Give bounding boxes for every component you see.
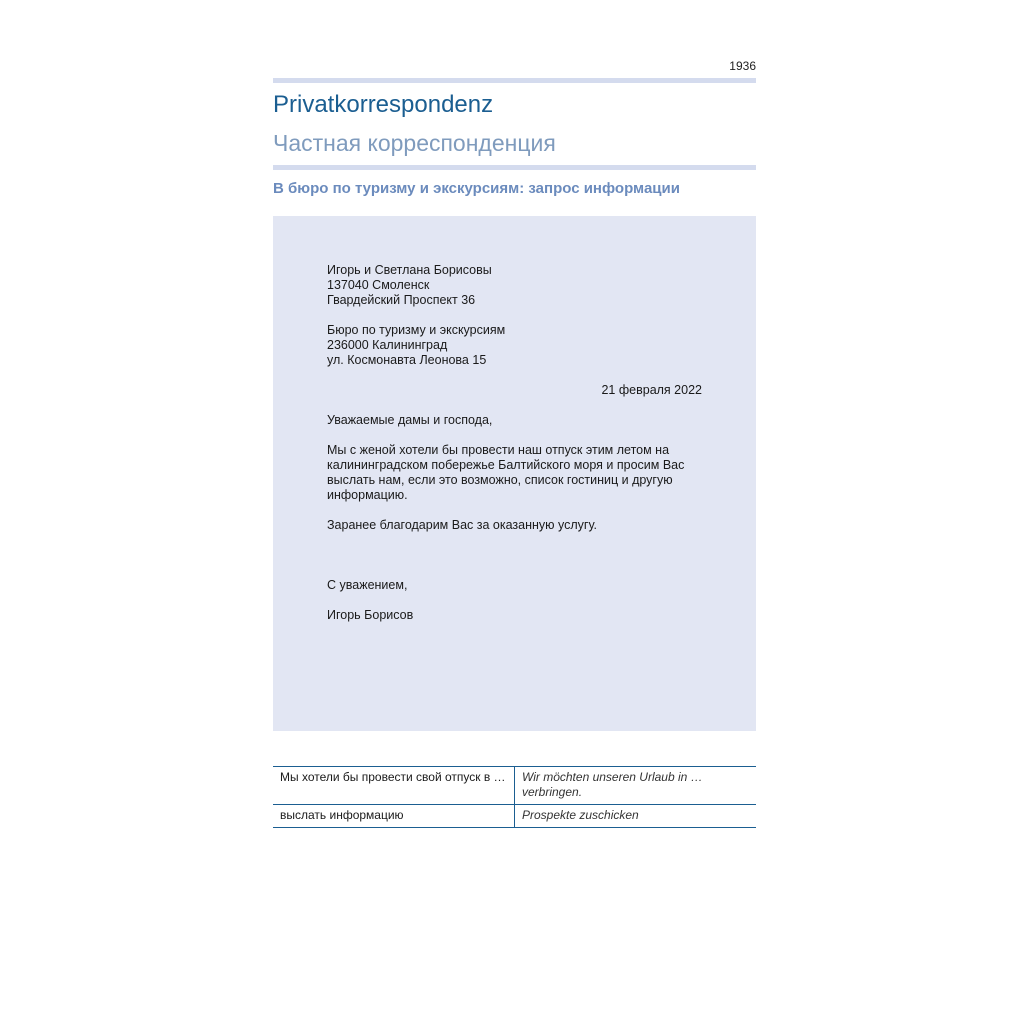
body-line: выслать нам, если это возможно, список гостиниц и другую	[327, 473, 673, 487]
letter-text	[327, 263, 702, 623]
header-rule-bottom	[273, 165, 756, 170]
signature: Игорь Борисов	[327, 608, 414, 622]
phrase-russian: выслать информацию	[273, 805, 515, 828]
sender-address	[327, 263, 702, 308]
body-line: Мы с женой хотели бы провести наш отпуск этим летом на	[327, 443, 670, 457]
sender-line: Гвардейский Проспект 36	[327, 293, 476, 307]
phrase-russian: Мы хотели бы провести свой отпуск в …	[273, 767, 515, 805]
dictionary-page	[273, 0, 756, 1024]
recipient-line: ул. Космонавта Леонова 15	[327, 353, 487, 367]
thanks-line: Заранее благодарим Вас за оказанную услугу.	[327, 518, 597, 532]
recipient-line: Бюро по туризму и экскурсиям	[327, 323, 506, 337]
title-german: Privatkorrespondenz	[273, 91, 494, 118]
closing-line: С уважением,	[327, 578, 408, 592]
body-line: информацию.	[327, 488, 408, 502]
table-row	[273, 767, 756, 805]
body-line: калининградском побережье Балтийского моря и просим Вас	[327, 458, 685, 472]
letter-panel	[273, 216, 756, 731]
salutation: Уважаемые дамы и господа,	[327, 413, 493, 427]
recipient-address	[327, 323, 702, 368]
sender-line: 137040 Смоленск	[327, 278, 430, 292]
phrase-german: Prospekte zuschicken	[515, 805, 757, 828]
sender-line: Игорь и Светлана Борисовы	[327, 263, 492, 277]
table-row	[273, 805, 756, 828]
title-russian: Частная корреспонденция	[273, 130, 556, 156]
header-rule-top	[273, 78, 756, 83]
phrase-german: Wir möchten unseren Urlaub in … verbringen.	[515, 767, 757, 805]
recipient-line: 236000 Калининград	[327, 338, 448, 352]
letter-subtitle: В бюро по туризму и экскурсиям: запрос информации	[273, 180, 680, 197]
letter-body	[327, 443, 702, 503]
letter-date: 21 февраля 2022	[601, 383, 702, 397]
page-number: 1936	[729, 59, 756, 73]
phrase-table	[273, 766, 756, 828]
